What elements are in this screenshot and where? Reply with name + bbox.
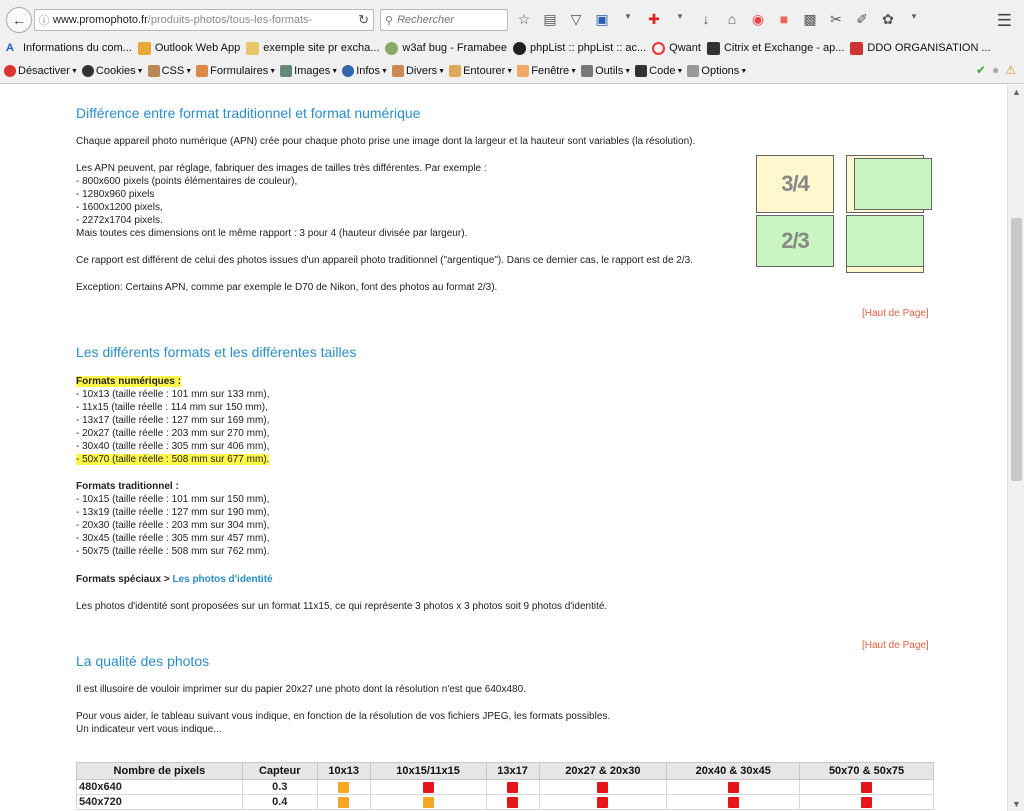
quality-indicator-icon bbox=[728, 797, 739, 808]
highlighted-text: - 50x70 (taille réelle : 508 mm sur 677 mm). bbox=[76, 454, 270, 465]
bookmark-label: exemple site pr excha... bbox=[263, 42, 380, 54]
capteur-cell: 0.3 bbox=[242, 780, 317, 795]
bookmark-label: w3af bug - Framabee bbox=[402, 42, 507, 54]
quality-cell bbox=[539, 780, 667, 795]
ratio-label: 3/4 bbox=[781, 171, 809, 196]
back-to-top-link[interactable]: [Haut de Page] bbox=[862, 640, 929, 651]
devtool-label: Entourer bbox=[463, 65, 506, 77]
page-content bbox=[0, 85, 1007, 811]
formats-speciaux-label: Formats spéciaux > bbox=[76, 574, 173, 585]
bookmark-item[interactable] bbox=[138, 42, 240, 55]
misc-icon bbox=[392, 65, 404, 77]
devtool-label: CSS bbox=[161, 65, 185, 77]
bookmark-item[interactable] bbox=[707, 42, 844, 55]
text-line: Les APN peuvent, par réglage, fabriquer des images de tailles très différentes. Par exemple : bbox=[76, 163, 487, 174]
formats-numeriques-heading bbox=[76, 375, 181, 388]
dropdown-icon[interactable]: ▾ bbox=[625, 11, 631, 21]
pocket-icon[interactable]: ▽ bbox=[570, 11, 582, 27]
pixels-cell: 480x640 bbox=[77, 780, 243, 795]
table-row bbox=[77, 795, 934, 810]
paragraph: Il est illusoire de vouloir imprimer sur du papier 20x27 une photo dont la résolution n'est que 640x480. bbox=[76, 684, 526, 695]
bookmark-item[interactable] bbox=[246, 42, 379, 55]
quality-cell bbox=[539, 795, 667, 810]
quality-indicator-icon bbox=[507, 797, 518, 808]
devtool-label: Formulaires bbox=[210, 65, 269, 77]
devtool-outline[interactable] bbox=[449, 65, 513, 77]
dropdown-icon: ▼ bbox=[185, 67, 193, 75]
quality-indicator-icon bbox=[338, 782, 349, 793]
dropdown-icon: ▼ bbox=[381, 67, 388, 75]
forms-icon bbox=[196, 65, 208, 77]
download-icon[interactable]: ↓ bbox=[702, 11, 710, 27]
bookmark-label: Outlook Web App bbox=[154, 42, 241, 54]
info-icon: ⓘ bbox=[38, 15, 50, 27]
highlighted-text: Formats numériques : bbox=[76, 376, 182, 387]
list-item: - 10x15 (taille réelle : 101 mm sur 150 mm), bbox=[76, 494, 270, 505]
css-icon bbox=[148, 65, 160, 77]
list-item: - 20x30 (taille réelle : 203 mm sur 304 mm), bbox=[76, 520, 270, 531]
table-header-cell: 10x13 bbox=[317, 763, 370, 780]
home-icon[interactable]: ⌂ bbox=[727, 11, 737, 27]
extension-icon[interactable]: ■ bbox=[779, 11, 789, 27]
scrollbar[interactable] bbox=[1007, 85, 1024, 811]
back-to-top-link[interactable]: [Haut de Page] bbox=[862, 308, 929, 319]
favicon-icon: A bbox=[6, 41, 14, 54]
section-title: Les différents formats et les différentes tailles bbox=[76, 344, 357, 360]
dropdown-icon: ▼ bbox=[269, 67, 277, 75]
paragraph: Les photos d'identité sont proposées sur un format 11x15, ce qui représente 3 photos x 3 photos soit 9 photos d'identité. bbox=[76, 601, 608, 612]
bookmark-label: Informations du com... bbox=[23, 42, 132, 54]
table-row bbox=[77, 780, 934, 795]
table-header-cell: Capteur bbox=[242, 763, 317, 780]
capteur-cell: 0.4 bbox=[242, 795, 317, 810]
bookmark-star-icon[interactable]: ☆ bbox=[517, 11, 531, 27]
bookmark-label: phpList :: phpList :: ac... bbox=[529, 42, 647, 54]
nav-toolbar bbox=[0, 4, 1024, 34]
url-path: /produits-photos/tous-les-formats- bbox=[147, 14, 313, 26]
search-placeholder: Rechercher bbox=[397, 14, 454, 26]
devtool-infos[interactable] bbox=[342, 65, 388, 77]
dropdown-icon[interactable]: ▾ bbox=[911, 11, 917, 21]
text-line: - 2272x1704 pixels. bbox=[76, 215, 163, 226]
devtool-status bbox=[976, 63, 1016, 77]
address-bar[interactable] bbox=[34, 9, 374, 31]
arrow-left-icon: ← bbox=[12, 12, 26, 28]
options-icon bbox=[687, 65, 699, 77]
eraser-icon[interactable]: ✐ bbox=[856, 11, 868, 27]
quality-indicator-icon bbox=[861, 782, 872, 793]
devtool-label: Fenêtre bbox=[531, 65, 570, 77]
paragraph: Un indicateur vert vous indique... bbox=[76, 724, 222, 735]
bookmark-label: Qwant bbox=[669, 42, 701, 54]
list-item: - 11x15 (taille réelle : 114 mm sur 150 mm), bbox=[76, 402, 268, 413]
colorful-extension-icon[interactable]: ◉ bbox=[751, 11, 765, 27]
warning-icon[interactable]: ⚠ bbox=[1005, 63, 1016, 77]
devtool-label: Outils bbox=[595, 65, 624, 77]
section-title: La qualité des photos bbox=[76, 653, 210, 669]
disable-icon bbox=[4, 65, 16, 77]
quality-cell bbox=[317, 780, 370, 795]
ratio-box-3-4 bbox=[756, 155, 834, 213]
dropdown-icon: ▼ bbox=[624, 67, 632, 75]
list-item: - 20x27 (taille réelle : 203 mm sur 270 mm), bbox=[76, 428, 270, 439]
list-item: - 13x19 (taille réelle : 127 mm sur 190 mm), bbox=[76, 507, 270, 518]
reader-list-icon[interactable]: ▤ bbox=[543, 11, 557, 27]
devtool-label: Cookies bbox=[95, 65, 136, 77]
circle-icon[interactable]: ● bbox=[991, 63, 1000, 77]
quality-indicator-icon bbox=[507, 782, 518, 793]
table-header-row bbox=[77, 763, 934, 780]
devtool-label: Divers bbox=[405, 65, 438, 77]
outlook-icon bbox=[138, 42, 151, 55]
devtool-label: Désactiver bbox=[18, 65, 70, 77]
table-header-cell: 20x27 & 20x30 bbox=[539, 763, 667, 780]
devtool-forms[interactable] bbox=[196, 65, 276, 77]
tools-icon bbox=[581, 65, 593, 77]
quality-cell bbox=[317, 795, 370, 810]
scrollbar-thumb[interactable] bbox=[1011, 218, 1022, 481]
ratio-label: 2/3 bbox=[781, 228, 809, 253]
formats-speciaux-line bbox=[76, 573, 273, 586]
folder-icon bbox=[246, 42, 259, 55]
quality-cell bbox=[370, 795, 486, 810]
framabee-icon bbox=[385, 42, 398, 55]
images-icon bbox=[280, 65, 292, 77]
dropdown-icon: ▼ bbox=[676, 67, 684, 75]
qwant-icon bbox=[652, 42, 665, 55]
quality-indicator-icon bbox=[423, 782, 434, 793]
list-item bbox=[76, 453, 269, 466]
quality-cell bbox=[667, 795, 800, 810]
scroll-up-icon[interactable]: ▲ bbox=[1012, 87, 1021, 97]
first-aid-icon[interactable]: ✚ bbox=[648, 11, 660, 27]
text-line: - 800x600 pixels (points élémentaires de couleur), bbox=[76, 176, 298, 187]
table-header-cell: 50x70 & 50x75 bbox=[800, 763, 934, 780]
selection-icon[interactable]: ✂ bbox=[830, 11, 842, 27]
pencil-icon bbox=[449, 65, 461, 77]
code-icon bbox=[635, 65, 647, 77]
dropdown-icon[interactable]: ▾ bbox=[677, 11, 683, 21]
resolution-table bbox=[76, 762, 934, 810]
devtool-options[interactable] bbox=[687, 65, 747, 77]
list-item: - 10x13 (taille réelle : 101 mm sur 133 mm), bbox=[76, 389, 270, 400]
dropdown-icon: ▼ bbox=[506, 67, 514, 75]
dropdown-icon: ▼ bbox=[438, 67, 446, 75]
search-input[interactable] bbox=[380, 9, 508, 31]
ratio-box-2-3 bbox=[756, 215, 834, 267]
list-item: - 13x17 (taille réelle : 127 mm sur 169 mm), bbox=[76, 415, 270, 426]
formats-traditionnel-heading: Formats traditionnel : bbox=[76, 481, 179, 492]
devtool-code[interactable] bbox=[635, 65, 683, 77]
table-header-cell: 10x15/11x15 bbox=[370, 763, 486, 780]
bookmark-item[interactable] bbox=[6, 42, 132, 55]
quality-cell bbox=[667, 780, 800, 795]
devtool-css[interactable] bbox=[148, 65, 193, 77]
list-item: - 30x45 (taille réelle : 305 mm sur 457 mm), bbox=[76, 533, 270, 544]
text-line: - 1280x960 pixels bbox=[76, 189, 155, 200]
dropdown-icon: ▼ bbox=[331, 67, 339, 75]
paragraph: Chaque appareil photo numérique (APN) crée pour chaque photo prise une image dont la largeur et la hauteur sont variables (la résolution). bbox=[76, 136, 696, 147]
devtool-images[interactable] bbox=[280, 65, 338, 77]
reload-icon[interactable]: ↻ bbox=[358, 12, 369, 27]
menu-icon[interactable]: ☰ bbox=[996, 11, 1012, 30]
devtool-label: Infos bbox=[356, 65, 381, 77]
bookmark-label: Citrix et Exchange - ap... bbox=[723, 42, 845, 54]
citrix-icon bbox=[707, 42, 720, 55]
devtool-misc[interactable] bbox=[392, 65, 445, 77]
cookies-icon bbox=[82, 65, 94, 77]
photos-identite-link[interactable]: Les photos d'identité bbox=[172, 574, 273, 585]
quality-indicator-icon bbox=[423, 797, 434, 808]
bookmark-item[interactable] bbox=[385, 42, 507, 55]
quality-cell bbox=[486, 795, 539, 810]
devtool-label: Code bbox=[649, 65, 676, 77]
toolbar-icons bbox=[516, 11, 922, 28]
dropdown-icon: ▼ bbox=[70, 67, 78, 75]
table-header-cell: 13x17 bbox=[486, 763, 539, 780]
quality-indicator-icon bbox=[861, 797, 872, 808]
section-title: Différence entre format traditionnel et format numérique bbox=[76, 105, 421, 121]
back-button[interactable] bbox=[6, 7, 32, 33]
url-host: www.promophoto.fr bbox=[53, 14, 148, 26]
dropdown-icon: ▼ bbox=[740, 67, 748, 75]
ratio-photo-box bbox=[854, 158, 932, 210]
list-item: - 50x75 (taille réelle : 508 mm sur 762 mm). bbox=[76, 546, 270, 557]
save-icon[interactable]: ▣ bbox=[595, 11, 609, 27]
quality-indicator-icon bbox=[338, 797, 349, 808]
list-item: - 30x40 (taille réelle : 305 mm sur 406 mm), bbox=[76, 441, 270, 452]
ratio-photo-box bbox=[846, 215, 924, 267]
search-icon: ⚲ bbox=[385, 14, 394, 27]
pixels-cell: 540x720 bbox=[77, 795, 243, 810]
bookmark-item[interactable] bbox=[652, 42, 701, 55]
dropdown-icon: ▼ bbox=[570, 67, 578, 75]
text-line: - 1600x1200 pixels, bbox=[76, 202, 163, 213]
quality-cell bbox=[800, 780, 934, 795]
webdeveloper-toolbar bbox=[0, 61, 1024, 81]
bookmark-item[interactable] bbox=[850, 42, 990, 55]
paragraph: Pour vous aider, le tableau suivant vous indique, en fonction de la résolution de vos fichiers JPEG, les formats possibles. bbox=[76, 711, 611, 722]
bookmark-item[interactable] bbox=[513, 42, 646, 55]
phplist-icon bbox=[513, 42, 526, 55]
table-body bbox=[77, 780, 934, 810]
ddo-icon bbox=[850, 42, 863, 55]
quality-cell bbox=[370, 780, 486, 795]
quality-indicator-icon bbox=[597, 782, 608, 793]
paragraph: Exception: Certains APN, comme par exemple le D70 de Nikon, font des photos au format 2/3). bbox=[76, 282, 498, 293]
table-header-cell: 20x40 & 30x45 bbox=[667, 763, 800, 780]
devtool-tools[interactable] bbox=[581, 65, 631, 77]
devtool-cookies[interactable] bbox=[82, 65, 144, 77]
screenshot-icon[interactable]: ▩ bbox=[803, 11, 817, 27]
dropdown-icon: ▼ bbox=[136, 67, 144, 75]
bookmark-label: DDO ORGANISATION ... bbox=[867, 42, 991, 54]
quality-cell bbox=[800, 795, 934, 810]
window-icon bbox=[517, 65, 529, 77]
paragraph: Ce rapport est différent de celui des photos issues d'un appareil photo traditionnel ("argentique"). Dans ce dernier cas, le rapport est de 2/3. bbox=[76, 255, 693, 266]
quality-cell bbox=[486, 780, 539, 795]
bookmarks-bar bbox=[0, 37, 1024, 59]
quality-indicator-icon bbox=[728, 782, 739, 793]
devtool-window[interactable] bbox=[517, 65, 577, 77]
devtool-disable[interactable] bbox=[4, 65, 78, 77]
info-icon bbox=[342, 65, 354, 77]
checkmark-icon[interactable]: ✔ bbox=[975, 63, 986, 77]
quality-indicator-icon bbox=[597, 797, 608, 808]
bug-icon[interactable]: ✿ bbox=[882, 11, 894, 27]
devtool-label: Options bbox=[701, 65, 740, 77]
browser-chrome bbox=[0, 0, 1024, 84]
text-line: Mais toutes ces dimensions ont le même rapport : 3 pour 4 (hauteur divisée par largeur). bbox=[76, 228, 468, 239]
table-header-cell: Nombre de pixels bbox=[77, 763, 243, 780]
scroll-down-icon[interactable]: ▼ bbox=[1012, 799, 1021, 809]
devtool-label: Images bbox=[294, 65, 331, 77]
